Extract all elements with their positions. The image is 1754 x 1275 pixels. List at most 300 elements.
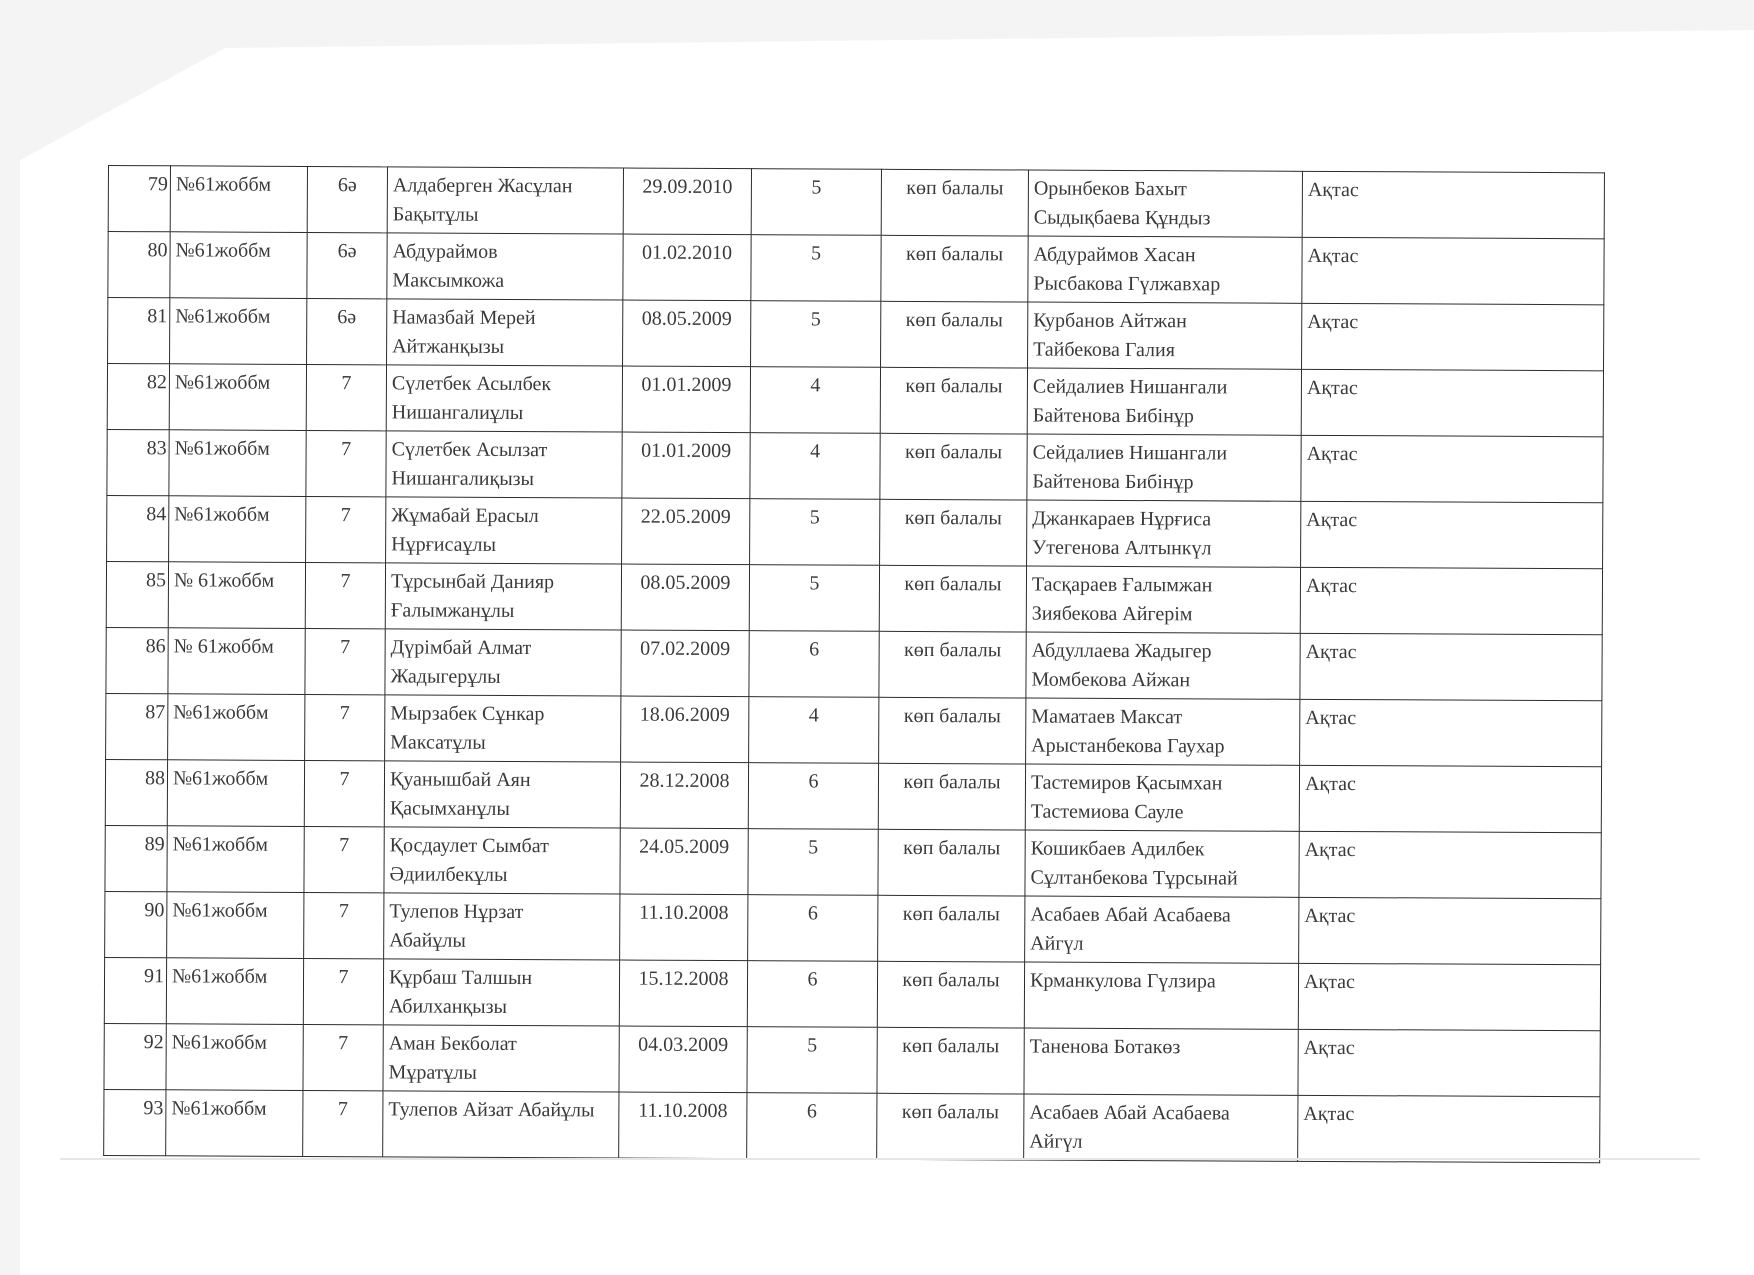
grade-cell	[304, 892, 384, 958]
student-name-text: Нишангалиұлы	[391, 401, 524, 425]
table-row	[106, 561, 1602, 634]
student-name-text: Намазбай Мерей	[392, 306, 536, 330]
children-count-cell	[750, 367, 880, 434]
table-row	[105, 759, 1601, 832]
table-row	[104, 1089, 1600, 1162]
row-number-text: 81	[147, 305, 168, 328]
children-count-cell	[747, 1027, 877, 1094]
grade-text: 6ә	[337, 174, 357, 197]
row-number-text: 90	[144, 899, 165, 922]
birth-date-text: 15.12.2008	[638, 967, 729, 991]
student-name-text: Дүрімбай Алмат	[390, 636, 532, 660]
birth-date-text: 08.05.2009	[641, 307, 732, 331]
row-number-text: 82	[146, 371, 167, 394]
parents-cell	[1025, 830, 1299, 897]
family-status-text: көп балалы	[902, 968, 1000, 992]
grade-cell	[303, 1024, 383, 1090]
locality-text: Ақтас	[1303, 1036, 1355, 1060]
student-name-text: Тулепов Нұрзат	[389, 900, 524, 924]
grade-text: 7	[340, 570, 351, 593]
grade-text: 7	[339, 834, 350, 857]
row-number-text: 80	[147, 239, 168, 262]
parents-cell	[1025, 896, 1299, 963]
children-count-cell	[749, 631, 879, 698]
locality-text: Ақтас	[1307, 178, 1359, 202]
children-count-text: 4	[810, 440, 821, 463]
school-cell	[168, 628, 305, 695]
grade-cell	[305, 694, 385, 760]
school-text: №61жоббм	[171, 1031, 267, 1054]
school-text: №61жоббм	[171, 1097, 267, 1120]
table-row	[108, 232, 1604, 305]
student-name-cell	[386, 365, 622, 432]
family-status-text: көп балалы	[905, 308, 1003, 332]
children-count-text: 6	[807, 968, 818, 991]
family-status-cell	[878, 895, 1025, 962]
table-row	[106, 627, 1602, 700]
parents-text: Байтенова Бибінұр	[1032, 470, 1194, 494]
locality-cell	[1298, 1029, 1600, 1096]
student-name-text: Тулепов Айзат Абайұлы	[388, 1098, 595, 1122]
school-cell	[167, 892, 304, 959]
children-count-text: 5	[811, 176, 822, 199]
grade-text: 7	[339, 768, 350, 791]
locality-cell	[1300, 567, 1602, 634]
family-status-cell	[879, 565, 1026, 632]
parents-text: Сыдықбаева Құндыз	[1033, 206, 1211, 230]
school-text: №61жоббм	[174, 503, 270, 526]
school-cell	[169, 430, 306, 497]
birth-date-text: 01.01.2009	[641, 373, 732, 397]
parents-text: Зиябекова Айгерім	[1031, 602, 1193, 626]
parents-cell	[1028, 170, 1302, 237]
birth-date-text: 08.05.2009	[640, 571, 731, 595]
children-count-cell	[749, 565, 879, 632]
grade-text: 7	[340, 504, 351, 527]
birth-date-text: 07.02.2009	[640, 637, 731, 661]
locality-text: Ақтас	[1306, 376, 1358, 400]
birth-date-cell	[621, 630, 749, 697]
grade-text: 7	[340, 636, 351, 659]
school-text: №61жоббм	[175, 239, 271, 262]
school-text: №61жоббм	[174, 437, 270, 460]
student-name-text: Абайұлы	[389, 929, 466, 952]
locality-cell	[1299, 831, 1601, 898]
grade-cell	[306, 364, 386, 430]
grade-cell	[306, 496, 386, 562]
grade-text: 6ә	[337, 306, 357, 329]
grade-text: 7	[338, 900, 349, 923]
locality-cell	[1302, 303, 1604, 370]
parents-text: Сейдалиев Нишангали	[1032, 375, 1228, 399]
family-status-cell	[881, 169, 1028, 236]
birth-date-text: 29.09.2010	[642, 175, 733, 199]
locality-text: Ақтас	[1306, 508, 1358, 532]
family-status-text: көп балалы	[901, 1100, 999, 1124]
birth-date-text: 11.10.2008	[639, 901, 729, 925]
grade-cell	[307, 232, 387, 298]
family-status-cell	[877, 1093, 1024, 1160]
student-name-cell	[385, 563, 621, 630]
student-name-text: Мырзабек Сұнкар	[390, 702, 545, 726]
children-count-cell	[750, 433, 880, 500]
birth-date-text: 22.05.2009	[640, 505, 731, 529]
student-name-text: Тұрсынбай Данияр	[390, 570, 555, 594]
family-status-cell	[880, 433, 1027, 500]
table-row	[104, 957, 1600, 1030]
family-status-cell	[878, 763, 1025, 830]
row-number-text: 87	[145, 701, 166, 724]
parents-cell	[1027, 500, 1301, 567]
locality-cell	[1300, 633, 1602, 700]
locality-text: Ақтас	[1305, 574, 1357, 598]
school-text: №61жоббм	[175, 173, 272, 196]
birth-date-cell	[623, 168, 751, 235]
birth-date-text: 01.01.2009	[641, 439, 732, 463]
parents-text: Утегенова Алтынкүл	[1032, 536, 1212, 560]
birth-date-text: 28.12.2008	[639, 769, 730, 793]
family-status-text: көп балалы	[904, 506, 1002, 530]
parents-text: Айгүл	[1029, 1130, 1083, 1153]
student-name-text: Аман Бекболат	[388, 1032, 517, 1056]
family-status-cell	[879, 697, 1026, 764]
parents-cell	[1028, 302, 1302, 369]
student-name-text: Сүлетбек Асылзат	[391, 438, 548, 462]
student-list-table	[103, 165, 1605, 1163]
grade-text: 7	[338, 966, 349, 989]
student-name-text: Мұратұлы	[388, 1061, 477, 1084]
parents-cell	[1025, 764, 1299, 831]
table-row	[107, 364, 1603, 437]
student-name-text: Құрбаш Талшын	[388, 966, 533, 990]
school-cell	[166, 1090, 303, 1157]
parents-text: Сейдалиев Нишангали	[1032, 441, 1228, 465]
student-name-cell	[384, 827, 620, 894]
parents-text: Асабаев Абай Асабаева	[1029, 1101, 1230, 1125]
family-status-cell	[881, 235, 1028, 302]
student-name-cell	[384, 761, 620, 828]
family-status-cell	[879, 631, 1026, 698]
locality-text: Ақтас	[1303, 1102, 1355, 1126]
parents-text: Абдураймов Хасан	[1033, 243, 1196, 267]
school-text: № 61жоббм	[173, 569, 275, 592]
table-row	[105, 891, 1601, 964]
grade-text: 7	[341, 372, 352, 395]
locality-cell	[1298, 1095, 1600, 1162]
parents-cell	[1027, 368, 1301, 435]
student-name-text: Нишангалиқызы	[391, 467, 535, 491]
student-name-cell	[386, 431, 622, 498]
school-cell	[170, 232, 307, 299]
children-count-cell	[748, 895, 878, 962]
row-number-cell	[105, 825, 167, 891]
parents-cell	[1026, 698, 1300, 765]
locality-text: Ақтас	[1307, 244, 1359, 268]
student-name-text: Қосдаулет Сымбат	[389, 834, 549, 858]
parents-text: Таненова Ботакөз	[1029, 1035, 1181, 1059]
children-count-text: 4	[808, 704, 819, 727]
family-status-cell	[880, 367, 1027, 434]
grade-text: 6ә	[337, 240, 357, 263]
school-cell	[167, 760, 304, 827]
parents-text: Крманкулова Гүлзира	[1029, 969, 1216, 993]
locality-text: Ақтас	[1304, 838, 1356, 862]
locality-cell	[1302, 237, 1604, 304]
children-count-text: 5	[807, 1034, 818, 1057]
student-name-text: Максымкожа	[392, 269, 505, 292]
row-number-cell	[105, 759, 167, 825]
parents-cell	[1028, 236, 1302, 303]
children-count-cell	[751, 235, 881, 302]
student-name-cell	[383, 1025, 619, 1092]
locality-cell	[1299, 765, 1601, 832]
student-name-cell	[386, 497, 622, 564]
children-count-text: 6	[807, 902, 818, 925]
row-number-text: 91	[143, 965, 165, 988]
children-count-text: 4	[810, 374, 821, 397]
row-number-cell	[106, 693, 168, 759]
row-number-text: 86	[145, 635, 166, 658]
parents-text: Абдуллаева Жадыгер	[1031, 639, 1212, 663]
birth-date-cell	[621, 564, 749, 631]
locality-cell	[1302, 171, 1604, 238]
row-number-text: 93	[143, 1097, 164, 1120]
parents-text: Байтенова Бибінұр	[1032, 404, 1194, 428]
family-status-text: көп балалы	[904, 572, 1002, 596]
birth-date-cell	[622, 498, 750, 565]
row-number-cell	[104, 1023, 166, 1089]
parents-text: Рысбакова Гүлжавхар	[1033, 272, 1221, 296]
birth-date-cell	[623, 234, 751, 301]
student-name-text: Абдураймов	[392, 240, 498, 263]
row-number-cell	[105, 891, 167, 957]
row-number-text: 85	[145, 569, 167, 592]
school-cell	[169, 364, 306, 431]
children-count-text: 5	[809, 572, 820, 595]
children-count-cell	[747, 961, 877, 1028]
student-name-cell	[385, 629, 621, 696]
student-name-text: Ғалымжанұлы	[390, 599, 515, 622]
grade-cell	[304, 826, 384, 892]
parents-cell	[1024, 1094, 1298, 1161]
row-number-text: 79	[147, 173, 168, 196]
children-count-cell	[747, 1093, 877, 1160]
parents-text: Тастемиова Сауле	[1030, 800, 1184, 824]
school-cell	[169, 496, 306, 563]
family-status-text: көп балалы	[903, 770, 1001, 794]
student-name-text: Айтжанқызы	[392, 335, 505, 358]
grade-cell	[303, 1090, 383, 1156]
birth-date-text: 01.02.2010	[642, 241, 733, 265]
children-count-text: 6	[806, 1100, 817, 1123]
children-count-text: 5	[809, 506, 820, 529]
table-row	[105, 825, 1601, 898]
birth-date-cell	[620, 894, 748, 961]
row-number-cell	[107, 495, 169, 561]
grade-cell	[306, 430, 386, 496]
family-status-text: көп балалы	[902, 902, 1000, 926]
children-count-cell	[751, 169, 881, 236]
birth-date-cell	[621, 696, 749, 763]
parents-text: Асабаев Абай Асабаева	[1030, 903, 1231, 927]
grade-text: 7	[337, 1098, 348, 1121]
children-count-cell	[750, 499, 880, 566]
grade-cell	[305, 562, 385, 628]
grade-text: 7	[341, 438, 352, 461]
birth-date-cell	[619, 1092, 747, 1159]
school-cell	[168, 694, 305, 761]
locality-text: Ақтас	[1304, 904, 1356, 928]
row-number-text: 84	[146, 503, 167, 526]
school-text: № 61жоббм	[173, 635, 274, 658]
parents-text: Маматаев Максат	[1031, 705, 1183, 729]
birth-date-text: 18.06.2009	[639, 703, 730, 727]
parents-text: Кошикбаев Адилбек	[1030, 837, 1205, 861]
parents-text: Джанкараев Нұрғиса	[1032, 507, 1212, 531]
children-count-text: 6	[808, 770, 819, 793]
student-name-text: Бақытұлы	[392, 203, 479, 226]
children-count-text: 5	[811, 242, 822, 265]
row-number-cell	[106, 627, 168, 693]
locality-text: Ақтас	[1306, 442, 1358, 466]
parents-cell	[1024, 962, 1298, 1029]
grade-cell	[307, 298, 387, 364]
parents-text: Момбекова Айжан	[1031, 668, 1191, 692]
school-cell	[170, 166, 307, 233]
table-row	[107, 495, 1603, 568]
table-row	[107, 429, 1603, 502]
children-count-text: 5	[810, 308, 821, 331]
parents-text: Тасқараев Ғалымжан	[1031, 573, 1213, 597]
grade-text: 7	[339, 702, 350, 725]
locality-text: Ақтас	[1303, 970, 1355, 994]
row-number-text: 89	[144, 833, 165, 856]
school-text: №61жоббм	[172, 899, 268, 922]
student-name-text: Сүлетбек Асылбек	[391, 372, 552, 396]
family-status-cell	[877, 1027, 1024, 1094]
parents-cell	[1027, 434, 1301, 501]
birth-date-cell	[623, 300, 751, 367]
family-status-text: көп балалы	[902, 1034, 1000, 1058]
parents-cell	[1026, 632, 1300, 699]
row-number-cell	[108, 232, 170, 298]
row-number-cell	[107, 364, 169, 430]
row-number-cell	[104, 1089, 166, 1155]
grade-cell	[305, 628, 385, 694]
student-name-cell	[383, 1091, 619, 1158]
row-number-cell	[104, 957, 166, 1023]
family-status-text: көп балалы	[906, 176, 1004, 200]
grade-cell	[304, 760, 384, 826]
school-text: №61жоббм	[173, 701, 269, 724]
family-status-text: көп балалы	[903, 836, 1001, 860]
school-text: №61жоббм	[172, 833, 268, 856]
student-name-text: Абилханқызы	[388, 995, 508, 1018]
locality-cell	[1299, 897, 1601, 964]
student-name-cell	[385, 695, 621, 762]
children-count-cell	[748, 763, 878, 830]
table-row	[104, 1023, 1600, 1096]
locality-text: Ақтас	[1305, 706, 1357, 730]
table-row	[108, 298, 1604, 371]
family-status-cell	[881, 301, 1028, 368]
family-status-text: көп балалы	[905, 242, 1004, 266]
school-text: №61жоббм	[172, 767, 269, 790]
table-row	[108, 166, 1604, 239]
family-status-text: көп балалы	[904, 440, 1003, 464]
student-name-cell	[387, 167, 623, 234]
student-name-text: Алдаберген Жасұлан	[392, 174, 573, 198]
children-count-cell	[749, 697, 879, 764]
children-count-text: 5	[808, 836, 819, 859]
row-number-cell	[108, 166, 170, 232]
school-text: №61жоббм	[174, 371, 271, 394]
birth-date-text: 24.05.2009	[639, 835, 730, 859]
student-name-cell	[387, 233, 623, 300]
grade-text: 7	[338, 1032, 349, 1055]
birth-date-cell	[620, 828, 748, 895]
student-name-text: Жұмабай Ерасыл	[391, 504, 539, 528]
birth-date-cell	[619, 1026, 747, 1093]
row-number-cell	[106, 561, 168, 627]
children-count-text: 6	[809, 638, 820, 661]
birth-date-text: 11.10.2008	[638, 1099, 728, 1123]
birth-date-text: 04.03.2009	[638, 1033, 729, 1057]
parents-cell	[1024, 1028, 1298, 1095]
parents-text: Айгүл	[1030, 932, 1084, 955]
birth-date-cell	[620, 762, 748, 829]
student-name-text: Максатұлы	[390, 731, 486, 754]
student-name-cell	[384, 893, 620, 960]
school-cell	[166, 958, 303, 1025]
family-status-cell	[878, 829, 1025, 896]
row-number-text: 92	[143, 1031, 164, 1054]
locality-text: Ақтас	[1307, 310, 1359, 334]
family-status-text: көп балалы	[904, 638, 1002, 662]
student-name-cell	[387, 299, 623, 366]
school-cell	[168, 562, 305, 629]
locality-text: Ақтас	[1305, 640, 1357, 664]
grade-cell	[303, 958, 383, 1024]
parents-text: Тайбекова Галия	[1033, 338, 1176, 362]
school-text: №61жоббм	[171, 965, 268, 988]
birth-date-cell	[619, 960, 747, 1027]
student-name-text: Әдиилбекұлы	[389, 863, 508, 886]
family-status-text: көп балалы	[903, 704, 1001, 728]
page-edge-shadow	[60, 1158, 1700, 1160]
locality-cell	[1300, 699, 1602, 766]
student-name-text: Қасымханұлы	[389, 797, 510, 820]
row-number-text: 88	[144, 767, 166, 790]
birth-date-cell	[622, 432, 750, 499]
birth-date-cell	[622, 366, 750, 433]
student-name-text: Нұрғисаұлы	[391, 533, 496, 556]
table-row	[106, 693, 1602, 766]
children-count-cell	[751, 301, 881, 368]
family-status-cell	[880, 499, 1027, 566]
row-number-cell	[107, 429, 169, 495]
parents-text: Орынбеков Бахыт	[1033, 177, 1188, 201]
school-cell	[170, 298, 307, 365]
grade-cell	[307, 166, 387, 232]
school-cell	[167, 826, 304, 893]
parents-text: Арыстанбекова Гаухар	[1031, 734, 1225, 758]
family-status-text: көп балалы	[905, 374, 1003, 398]
parents-text: Курбанов Айтжан	[1033, 309, 1187, 333]
table-body	[104, 166, 1605, 1163]
locality-text: Ақтас	[1304, 772, 1356, 796]
family-status-cell	[877, 961, 1024, 1028]
